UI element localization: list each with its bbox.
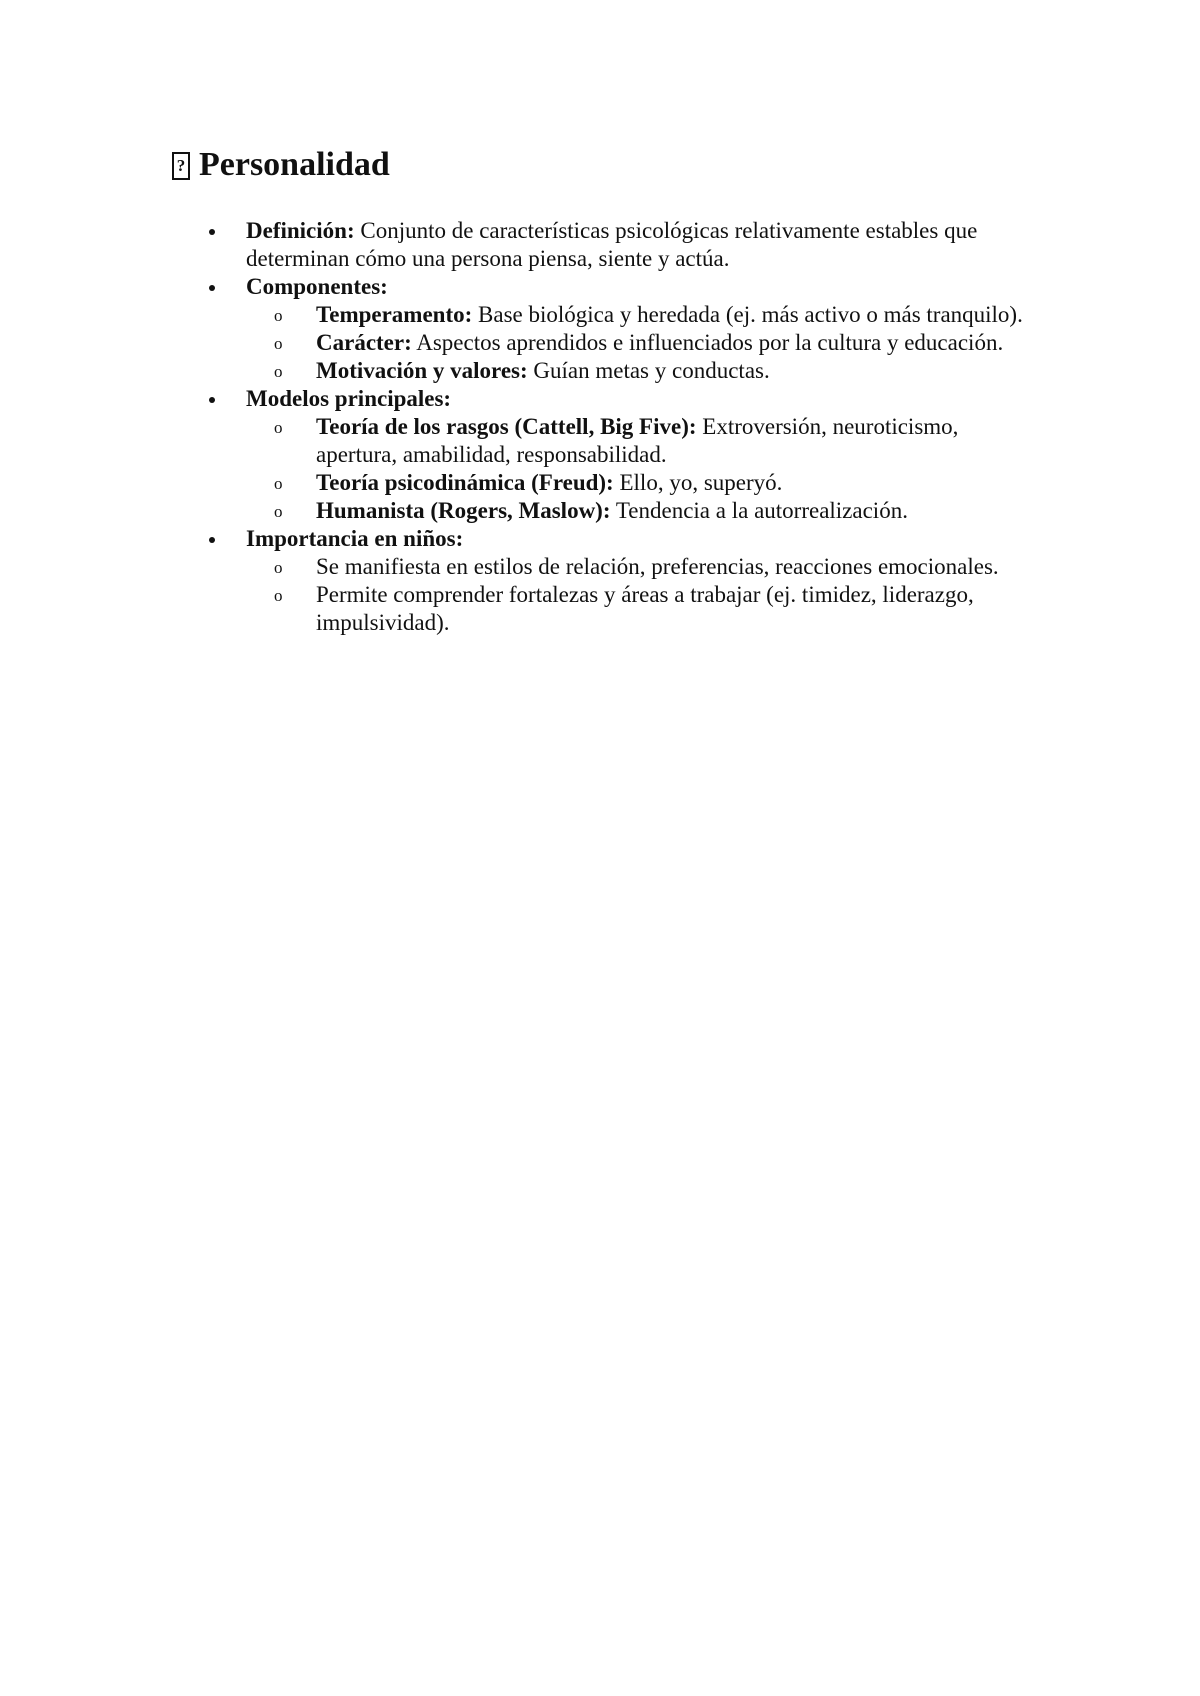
list-item-modelos [200, 385, 1040, 525]
sub-item-text: Permite comprender fortalezas y áreas a trabajar (ej. timidez, liderazgo, impulsividad). [316, 582, 974, 635]
bullet-circle-icon: o [274, 418, 283, 437]
missing-glyph-icon: ? [172, 152, 190, 180]
page-title [172, 142, 390, 188]
sub-list-item [272, 413, 1040, 469]
list-item-importancia [200, 525, 1040, 637]
bullet-dot-icon [209, 285, 215, 291]
bullet-dot-icon [209, 537, 215, 543]
list-item-componentes [200, 273, 1040, 385]
bullet-circle-icon: o [274, 558, 283, 577]
sub-item-text: Guían metas y conductas. [533, 358, 770, 383]
sub-list [272, 301, 1040, 385]
bullet-circle-icon: o [274, 334, 283, 353]
sub-item-label: Carácter: [316, 330, 412, 355]
sub-item-text: Tendencia a la autorrealización. [615, 498, 908, 523]
sub-list-item [272, 469, 1040, 497]
bullet-circle-icon: o [274, 586, 283, 605]
item-text: Conjunto de características psicológicas relativamente estables que determinan cómo una persona piensa, siente y actúa. [246, 218, 978, 271]
sub-list-item [272, 301, 1040, 329]
sub-item-label: Humanista (Rogers, Maslow): [316, 498, 611, 523]
sub-item-text: Base biológica y heredada (ej. más activo o más tranquilo). [478, 302, 1023, 327]
list-item-definicion [200, 217, 1040, 273]
sub-list-item [272, 497, 1040, 525]
item-label: Definición: [246, 218, 355, 243]
main-list [200, 217, 1040, 637]
sub-item-label: Teoría psicodinámica (Freud): [316, 470, 614, 495]
bullet-dot-icon [209, 229, 215, 235]
bullet-circle-icon: o [274, 306, 283, 325]
item-label: Modelos principales: [246, 386, 452, 411]
page-title-text: Personalidad [199, 146, 390, 183]
sub-list-item [272, 357, 1040, 385]
sub-item-text: Extroversión, neuroticismo, apertura, amabilidad, responsabilidad. [316, 414, 959, 467]
sub-list-item [272, 581, 1040, 637]
document-body [200, 217, 1040, 637]
sub-item-label: Temperamento: [316, 302, 473, 327]
sub-item-label: Motivación y valores: [316, 358, 528, 383]
item-label: Componentes: [246, 274, 388, 299]
sub-item-text: Aspectos aprendidos e influenciados por la cultura y educación. [416, 330, 1004, 355]
bullet-circle-icon: o [274, 474, 283, 493]
sub-item-label: Teoría de los rasgos (Cattell, Big Five): [316, 414, 697, 439]
item-label: Importancia en niños: [246, 526, 464, 551]
sub-list-item [272, 553, 1040, 581]
sub-list [272, 553, 1040, 637]
bullet-circle-icon: o [274, 362, 283, 381]
bullet-circle-icon: o [274, 502, 283, 521]
bullet-dot-icon [209, 397, 215, 403]
sub-item-text: Se manifiesta en estilos de relación, preferencias, reacciones emocionales. [316, 554, 999, 579]
sub-list [272, 413, 1040, 525]
sub-item-text: Ello, yo, superyó. [619, 470, 783, 495]
sub-list-item [272, 329, 1040, 357]
